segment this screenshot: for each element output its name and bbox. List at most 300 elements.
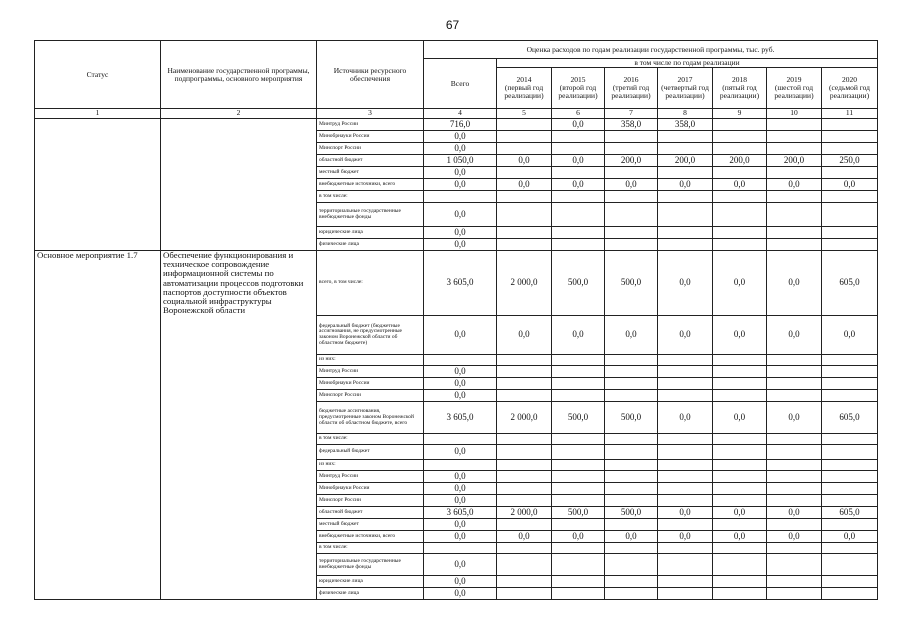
year-value-cell: [605, 554, 658, 576]
year-value-cell: 0,0: [497, 179, 552, 191]
year-value-cell: [497, 495, 552, 507]
source-cell: из них:: [317, 355, 424, 366]
year-value-cell: 2 000,0: [497, 251, 552, 316]
year-value-cell: [767, 227, 822, 239]
table-row: [35, 434, 878, 445]
year-value-cell: [713, 554, 767, 576]
year-value-cell: [552, 167, 605, 179]
header-year-note: (второй год реализации): [558, 83, 598, 100]
year-value-cell: [552, 366, 605, 378]
year-value-cell: [713, 143, 767, 155]
status-cell-cont: [35, 191, 161, 203]
year-value-cell: [767, 588, 822, 600]
total-value-cell: 0,0: [424, 179, 497, 191]
year-value-cell: 2 000,0: [497, 507, 552, 519]
year-value-cell: 0,0: [552, 179, 605, 191]
status-cell-cont: [35, 543, 161, 554]
year-value-cell: 0,0: [658, 179, 713, 191]
year-value-cell: [767, 191, 822, 203]
year-value-cell: [713, 519, 767, 531]
table-row: [35, 239, 878, 251]
header-year-2015: [552, 68, 605, 109]
status-cell-cont: [35, 483, 161, 495]
year-value-cell: [605, 191, 658, 203]
year-value-cell: 0,0: [767, 531, 822, 543]
year-value-cell: [552, 445, 605, 460]
measure-name-cell-cont: [161, 576, 317, 588]
header-year-note: (первый год реализации): [504, 83, 544, 100]
year-value-cell: [552, 227, 605, 239]
measure-name-cell-cont: [161, 445, 317, 460]
year-value-cell: 0,0: [767, 251, 822, 316]
status-cell-cont: [35, 378, 161, 390]
year-value-cell: [497, 227, 552, 239]
total-value-cell: 0,0: [424, 167, 497, 179]
year-value-cell: 0,0: [658, 507, 713, 519]
total-value-cell: 3 605,0: [424, 251, 497, 316]
table-row: [35, 543, 878, 554]
status-cell-cont: [35, 531, 161, 543]
table-row: [35, 471, 878, 483]
year-value-cell: [552, 471, 605, 483]
year-value-cell: 500,0: [552, 507, 605, 519]
status-cell-cont: [35, 316, 161, 355]
header-year-2018: [713, 68, 767, 109]
year-value-cell: [605, 366, 658, 378]
year-value-cell: [822, 460, 878, 471]
year-value-cell: [713, 576, 767, 588]
header-estimate: Оценка расходов по годам реализации государственной программы, тыс. руб.: [424, 41, 878, 59]
total-value-cell: 0,0: [424, 576, 497, 588]
total-value-cell: 0,0: [424, 203, 497, 227]
total-value-cell: 0,0: [424, 390, 497, 402]
year-value-cell: [605, 239, 658, 251]
status-cell-cont: [35, 155, 161, 167]
column-number: 11: [822, 109, 878, 119]
year-value-cell: [713, 119, 767, 131]
year-value-cell: 0,0: [605, 179, 658, 191]
total-value-cell: [424, 460, 497, 471]
source-cell: внебюджетные источники, всего: [317, 179, 424, 191]
status-cell-cont: [35, 390, 161, 402]
year-value-cell: [552, 390, 605, 402]
year-value-cell: [605, 390, 658, 402]
status-cell-cont: [35, 460, 161, 471]
year-value-cell: 0,0: [497, 155, 552, 167]
year-value-cell: [605, 227, 658, 239]
table-row: [35, 155, 878, 167]
measure-name-cell-cont: [161, 191, 317, 203]
year-value-cell: [605, 203, 658, 227]
year-value-cell: [658, 543, 713, 554]
source-cell: федеральный бюджет: [317, 445, 424, 460]
year-value-cell: [767, 167, 822, 179]
year-value-cell: [497, 203, 552, 227]
year-value-cell: [497, 588, 552, 600]
year-value-cell: [767, 519, 822, 531]
source-cell: территориальные государственные внебюджетные фонды: [317, 203, 424, 227]
column-number: 9: [713, 109, 767, 119]
year-value-cell: 0,0: [658, 316, 713, 355]
total-value-cell: 3 605,0: [424, 402, 497, 434]
status-cell-cont: [35, 519, 161, 531]
year-value-cell: [658, 239, 713, 251]
source-cell: областной бюджет: [317, 155, 424, 167]
year-value-cell: [767, 355, 822, 366]
year-value-cell: 0,0: [497, 531, 552, 543]
year-value-cell: [767, 239, 822, 251]
measure-name-cell-cont: [161, 483, 317, 495]
year-value-cell: 358,0: [605, 119, 658, 131]
source-cell: Минтруд России: [317, 119, 424, 131]
year-value-cell: [497, 131, 552, 143]
source-cell: областной бюджет: [317, 507, 424, 519]
source-cell: в том числе:: [317, 434, 424, 445]
year-value-cell: [658, 131, 713, 143]
total-value-cell: 0,0: [424, 378, 497, 390]
year-value-cell: 0,0: [497, 316, 552, 355]
year-value-cell: 0,0: [658, 251, 713, 316]
source-cell: физические лица: [317, 239, 424, 251]
total-value-cell: 0,0: [424, 366, 497, 378]
total-value-cell: 0,0: [424, 531, 497, 543]
source-cell: Минобрнауки России: [317, 131, 424, 143]
year-value-cell: [822, 554, 878, 576]
year-value-cell: [552, 378, 605, 390]
table-row: [35, 251, 878, 316]
page-number: 67: [445, 18, 460, 32]
year-value-cell: [713, 471, 767, 483]
year-value-cell: [497, 519, 552, 531]
year-value-cell: [822, 143, 878, 155]
total-value-cell: [424, 543, 497, 554]
table-row: [35, 445, 878, 460]
table-row: [35, 483, 878, 495]
table-row: [35, 495, 878, 507]
year-value-cell: [605, 483, 658, 495]
status-cell-cont: [35, 576, 161, 588]
table-row: [35, 143, 878, 155]
header-year-note: (пятый год реализации): [719, 83, 760, 100]
table-row: [35, 131, 878, 143]
year-value-cell: [767, 554, 822, 576]
year-value-cell: 0,0: [822, 531, 878, 543]
year-value-cell: [658, 445, 713, 460]
table-row: [35, 167, 878, 179]
table-row: [35, 576, 878, 588]
header-year-label: 2014: [516, 75, 532, 85]
year-value-cell: [767, 131, 822, 143]
year-value-cell: [767, 460, 822, 471]
status-cell-cont: [35, 495, 161, 507]
measure-name-cell-cont: [161, 143, 317, 155]
total-value-cell: 0,0: [424, 471, 497, 483]
status-cell-cont: [35, 471, 161, 483]
table-row: [35, 588, 878, 600]
year-value-cell: [658, 167, 713, 179]
status-cell-cont: [35, 167, 161, 179]
year-value-cell: 200,0: [767, 155, 822, 167]
header-year-label: 2018: [732, 75, 747, 85]
header-year-label: 2019: [786, 75, 802, 85]
total-value-cell: [424, 191, 497, 203]
year-value-cell: [552, 143, 605, 155]
table-row: [35, 316, 878, 355]
source-cell: Минспорт России: [317, 390, 424, 402]
measure-name-cell-cont: [161, 543, 317, 554]
year-value-cell: [658, 483, 713, 495]
measure-name-cell-cont: [161, 588, 317, 600]
total-value-cell: 0,0: [424, 483, 497, 495]
measure-name-cell-cont: [161, 179, 317, 191]
table-row: [35, 203, 878, 227]
measure-name-cell-cont: [161, 155, 317, 167]
year-value-cell: [822, 119, 878, 131]
year-value-cell: [497, 554, 552, 576]
year-value-cell: [497, 378, 552, 390]
measure-name-cell-cont: [161, 390, 317, 402]
measure-name-cell-cont: [161, 402, 317, 434]
total-value-cell: 0,0: [424, 143, 497, 155]
header-source: Источники ресурсного обеспечения: [317, 41, 424, 109]
total-value-cell: [424, 434, 497, 445]
year-value-cell: [822, 495, 878, 507]
year-value-cell: [552, 131, 605, 143]
header-year-2016: [605, 68, 658, 109]
year-value-cell: [822, 131, 878, 143]
year-value-cell: [767, 445, 822, 460]
year-value-cell: [822, 576, 878, 588]
year-value-cell: [552, 543, 605, 554]
header-by-year: в том числе по годам реализации: [497, 59, 878, 68]
header-year-label: 2016: [623, 75, 639, 85]
table-row: [35, 378, 878, 390]
measure-name-cell-cont: [161, 378, 317, 390]
year-value-cell: 0,0: [605, 531, 658, 543]
table-row: [35, 366, 878, 378]
header-year-label: 2015: [570, 75, 586, 85]
year-value-cell: 0,0: [552, 119, 605, 131]
table-row: [35, 355, 878, 366]
year-value-cell: [767, 203, 822, 227]
year-value-cell: [767, 434, 822, 445]
year-value-cell: [822, 483, 878, 495]
measure-name-cell-cont: [161, 167, 317, 179]
column-number: 7: [605, 109, 658, 119]
total-value-cell: 0,0: [424, 588, 497, 600]
year-value-cell: [552, 588, 605, 600]
year-value-cell: [822, 378, 878, 390]
year-value-cell: [713, 355, 767, 366]
year-value-cell: [605, 131, 658, 143]
year-value-cell: [767, 143, 822, 155]
year-value-cell: [552, 191, 605, 203]
year-value-cell: [658, 366, 713, 378]
year-value-cell: 0,0: [713, 251, 767, 316]
year-value-cell: [713, 483, 767, 495]
year-value-cell: [497, 167, 552, 179]
measure-name-cell-cont: [161, 507, 317, 519]
header-year-note: (седьмой год реализации): [828, 83, 870, 100]
year-value-cell: [658, 390, 713, 402]
year-value-cell: 0,0: [658, 402, 713, 434]
measure-name-cell-cont: [161, 203, 317, 227]
measure-name-cell-cont: [161, 316, 317, 355]
total-value-cell: 0,0: [424, 445, 497, 460]
measure-name-cell-cont: [161, 531, 317, 543]
year-value-cell: [658, 519, 713, 531]
header-year-note: (шестой год реализации): [774, 83, 814, 100]
year-value-cell: 0,0: [713, 507, 767, 519]
column-number: 5: [497, 109, 552, 119]
year-value-cell: [822, 191, 878, 203]
table-row: [35, 390, 878, 402]
expense-table: [34, 40, 878, 600]
status-cell-cont: [35, 445, 161, 460]
header-year-2020: [822, 68, 878, 109]
table-row: [35, 402, 878, 434]
year-value-cell: [552, 239, 605, 251]
year-value-cell: [552, 434, 605, 445]
header-year-label: 2017: [677, 75, 693, 85]
year-value-cell: [822, 445, 878, 460]
total-value-cell: 0,0: [424, 554, 497, 576]
year-value-cell: 500,0: [605, 251, 658, 316]
year-value-cell: [605, 434, 658, 445]
header-status: Статус: [35, 41, 161, 109]
year-value-cell: [822, 434, 878, 445]
table-row: [35, 179, 878, 191]
year-value-cell: [822, 471, 878, 483]
source-cell: из них:: [317, 460, 424, 471]
status-cell-cont: [35, 588, 161, 600]
header-total: Всего: [424, 59, 497, 109]
year-value-cell: [497, 366, 552, 378]
total-value-cell: 0,0: [424, 519, 497, 531]
measure-name-cell-cont: [161, 355, 317, 366]
status-cell-cont: [35, 203, 161, 227]
total-value-cell: [424, 355, 497, 366]
column-number: 1: [35, 109, 161, 119]
measure-name-cell-cont: [161, 460, 317, 471]
year-value-cell: 0,0: [767, 507, 822, 519]
status-cell-cont: [35, 355, 161, 366]
year-value-cell: [822, 203, 878, 227]
year-value-cell: [713, 495, 767, 507]
header-year-note: (третий год реализации): [611, 83, 651, 100]
header-year-2014: [497, 68, 552, 109]
year-value-cell: 500,0: [605, 507, 658, 519]
source-cell: Минобрнауки России: [317, 483, 424, 495]
year-value-cell: [658, 191, 713, 203]
table-row: [35, 191, 878, 203]
measure-name-cell-cont: [161, 239, 317, 251]
status-cell-cont: [35, 507, 161, 519]
source-cell: федеральный бюджет (бюджетные ассигнования, не предусмотренные законом Воронежской области об областном бюджете): [317, 316, 424, 355]
source-cell: юридические лица: [317, 576, 424, 588]
year-value-cell: [822, 588, 878, 600]
source-cell: Минтруд России: [317, 471, 424, 483]
year-value-cell: [713, 378, 767, 390]
year-value-cell: [605, 471, 658, 483]
measure-name-cell-cont: [161, 366, 317, 378]
header-name: Наименование государственной программы, подпрограммы, основного мероприятия: [161, 41, 317, 109]
status-cell-cont: [35, 239, 161, 251]
year-value-cell: [713, 588, 767, 600]
year-value-cell: [713, 167, 767, 179]
year-value-cell: 2 000,0: [497, 402, 552, 434]
year-value-cell: [552, 460, 605, 471]
year-value-cell: [822, 239, 878, 251]
year-value-cell: [605, 460, 658, 471]
year-value-cell: [605, 355, 658, 366]
year-value-cell: [713, 460, 767, 471]
source-cell: местный бюджет: [317, 167, 424, 179]
year-value-cell: [497, 543, 552, 554]
year-value-cell: 0,0: [713, 316, 767, 355]
year-value-cell: [605, 143, 658, 155]
measure-name-cell: Обеспечение функционирования и техническое сопровождение информационной системы по автоматизации процессов подготовки паспортов доступности объектов социальной инфраструктуры Воронежской области: [161, 251, 317, 316]
table-row: [35, 554, 878, 576]
year-value-cell: [767, 366, 822, 378]
year-value-cell: [497, 390, 552, 402]
year-value-cell: [822, 355, 878, 366]
year-value-cell: 605,0: [822, 402, 878, 434]
year-value-cell: [552, 483, 605, 495]
source-cell: Минтруд России: [317, 366, 424, 378]
year-value-cell: 358,0: [658, 119, 713, 131]
column-number: 10: [767, 109, 822, 119]
year-value-cell: [552, 355, 605, 366]
table-row: [35, 519, 878, 531]
year-value-cell: [497, 445, 552, 460]
status-cell: [35, 119, 161, 131]
measure-name-cell-cont: [161, 471, 317, 483]
table-row: [35, 227, 878, 239]
column-number: 3: [317, 109, 424, 119]
year-value-cell: 0,0: [767, 402, 822, 434]
status-cell-cont: [35, 554, 161, 576]
year-value-cell: [713, 203, 767, 227]
column-number: 8: [658, 109, 713, 119]
status-cell: Основное мероприятие 1.7: [35, 251, 161, 316]
source-cell: в том числе:: [317, 543, 424, 554]
year-value-cell: [767, 483, 822, 495]
column-number: 2: [161, 109, 317, 119]
status-cell-cont: [35, 402, 161, 434]
header-year-note: (четвертый год реализации): [661, 83, 709, 100]
header-year-label: 2020: [842, 75, 857, 85]
year-value-cell: [497, 483, 552, 495]
measure-name-cell-cont: [161, 519, 317, 531]
year-value-cell: 0,0: [767, 316, 822, 355]
column-number: 6: [552, 109, 605, 119]
year-value-cell: [658, 203, 713, 227]
year-value-cell: 0,0: [552, 155, 605, 167]
total-value-cell: 0,0: [424, 227, 497, 239]
table-row: [35, 119, 878, 131]
year-value-cell: [605, 519, 658, 531]
year-value-cell: [605, 576, 658, 588]
total-value-cell: 0,0: [424, 239, 497, 251]
year-value-cell: [822, 227, 878, 239]
year-value-cell: [552, 554, 605, 576]
total-value-cell: 0,0: [424, 495, 497, 507]
measure-name-cell-cont: [161, 495, 317, 507]
year-value-cell: [497, 119, 552, 131]
total-value-cell: 1 050,0: [424, 155, 497, 167]
year-value-cell: 0,0: [552, 531, 605, 543]
